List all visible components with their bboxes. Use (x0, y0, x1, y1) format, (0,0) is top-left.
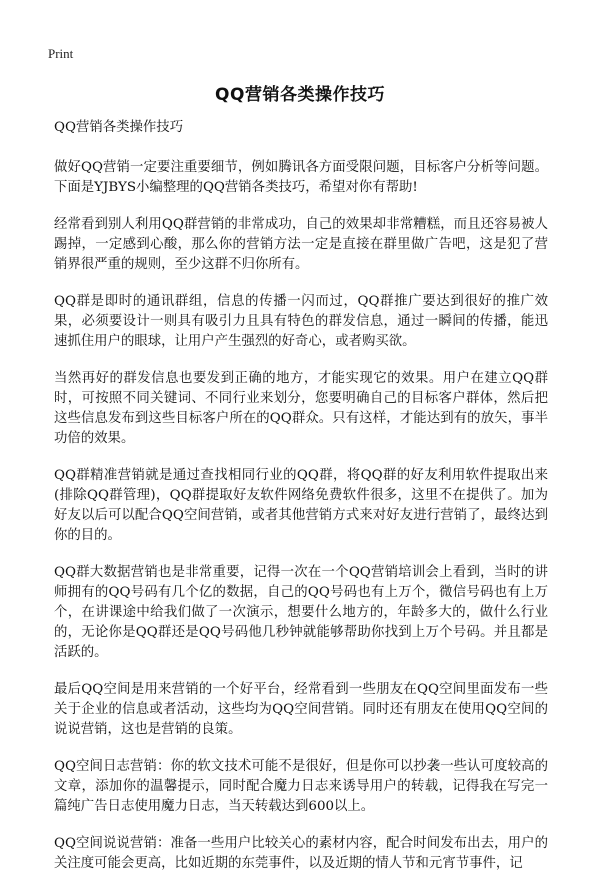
paragraph-qzone-blog: QQ空间日志营销：你的软文技术可能不是很好，但是你可以抄袭一些认可度较高的文章，添加你的温馨提示，同时配合魔力日志来诱导用户的转载，记得我在写完一篇纯广告日志使用魔力日志，当天转载达到600以上。 (54, 759, 548, 814)
article-subtitle: QQ营销各类操作技巧 (54, 120, 184, 135)
article-body (54, 118, 548, 874)
paragraph-group-ads: 经常看到别人利用QQ群营销的非常成功，自己的效果却非常糟糕，而且还容易被人踢掉，一定感到心酸，那么你的营销方法一定是直接在群里做广告吧，这是犯了营销界很严重的规则，至少这群不归你所有。 (54, 217, 548, 272)
paragraph-qzone: 最后QQ空间是用来营销的一个好平台，经常看到一些朋友在QQ空间里面发布一些关于企业的信息或者活动，这些均为QQ空间营销。同时还有朋友在使用QQ空间的说说营销，这也是营销的良策。 (54, 682, 548, 737)
document-title: QQ营销各类操作技巧 (215, 85, 385, 105)
paragraph-qzone-status: QQ空间说说营销：准备一些用户比较关心的素材内容，配合时间发布出去，用户的关注度可能会更高，比如近期的东莞事件，以及近期的情人节和元宵节事件，记 (54, 836, 548, 871)
paragraph-group-message: QQ群是即时的通讯群组，信息的传播一闪而过，QQ群推广要达到很好的推广效果，必须要设计一则具有吸引力且具有特色的群发信息，通过一瞬间的传播，能迅速抓住用户的眼球，让用户产生强烈的好奇心，或者购买欲。 (54, 294, 548, 349)
paragraph-intro: 做好QQ营销一定要注重要细节，例如腾讯各方面受限问题，目标客户分析等问题。下面是YJBYS小编整理的QQ营销各类技巧，希望对你有帮助! (54, 160, 548, 195)
print-label: Print (48, 46, 74, 61)
paragraph-precise-marketing: QQ群精准营销就是通过查找相同行业的QQ群，将QQ群的好友利用软件提取出来(排除QQ群管理)，QQ群提取好友软件网络免费软件很多，这里不在提供了。加为好友以后可以配合QQ空间营销，或者其他营销方式来对好友进行营销了，最终达到你的目的。 (54, 468, 548, 543)
paragraph-target-groups: 当然再好的群发信息也要发到正确的地方，才能实现它的效果。用户在建立QQ群时，可按照不同关键词、不同行业来划分，您要明确自己的目标客户群体，然后把这些信息发布到这些目标客户所在的QQ群众。只有这样，才能达到有的放矢，事半功倍的效果。 (54, 371, 548, 446)
paragraph-big-data: QQ群大数据营销也是非常重要，记得一次在一个QQ营销培训会上看到，当时的讲师拥有的QQ号码有几个亿的数据，自己的QQ号码也有上万个，微信号码也有上万个，在讲课途中给我们做了一次演示，想要什么地方的，年龄多大的，做什么行业的，无论你是QQ群还是QQ号码他几秒钟就能够帮助你找到上万个号码。并且都是活跃的。 (54, 565, 548, 660)
